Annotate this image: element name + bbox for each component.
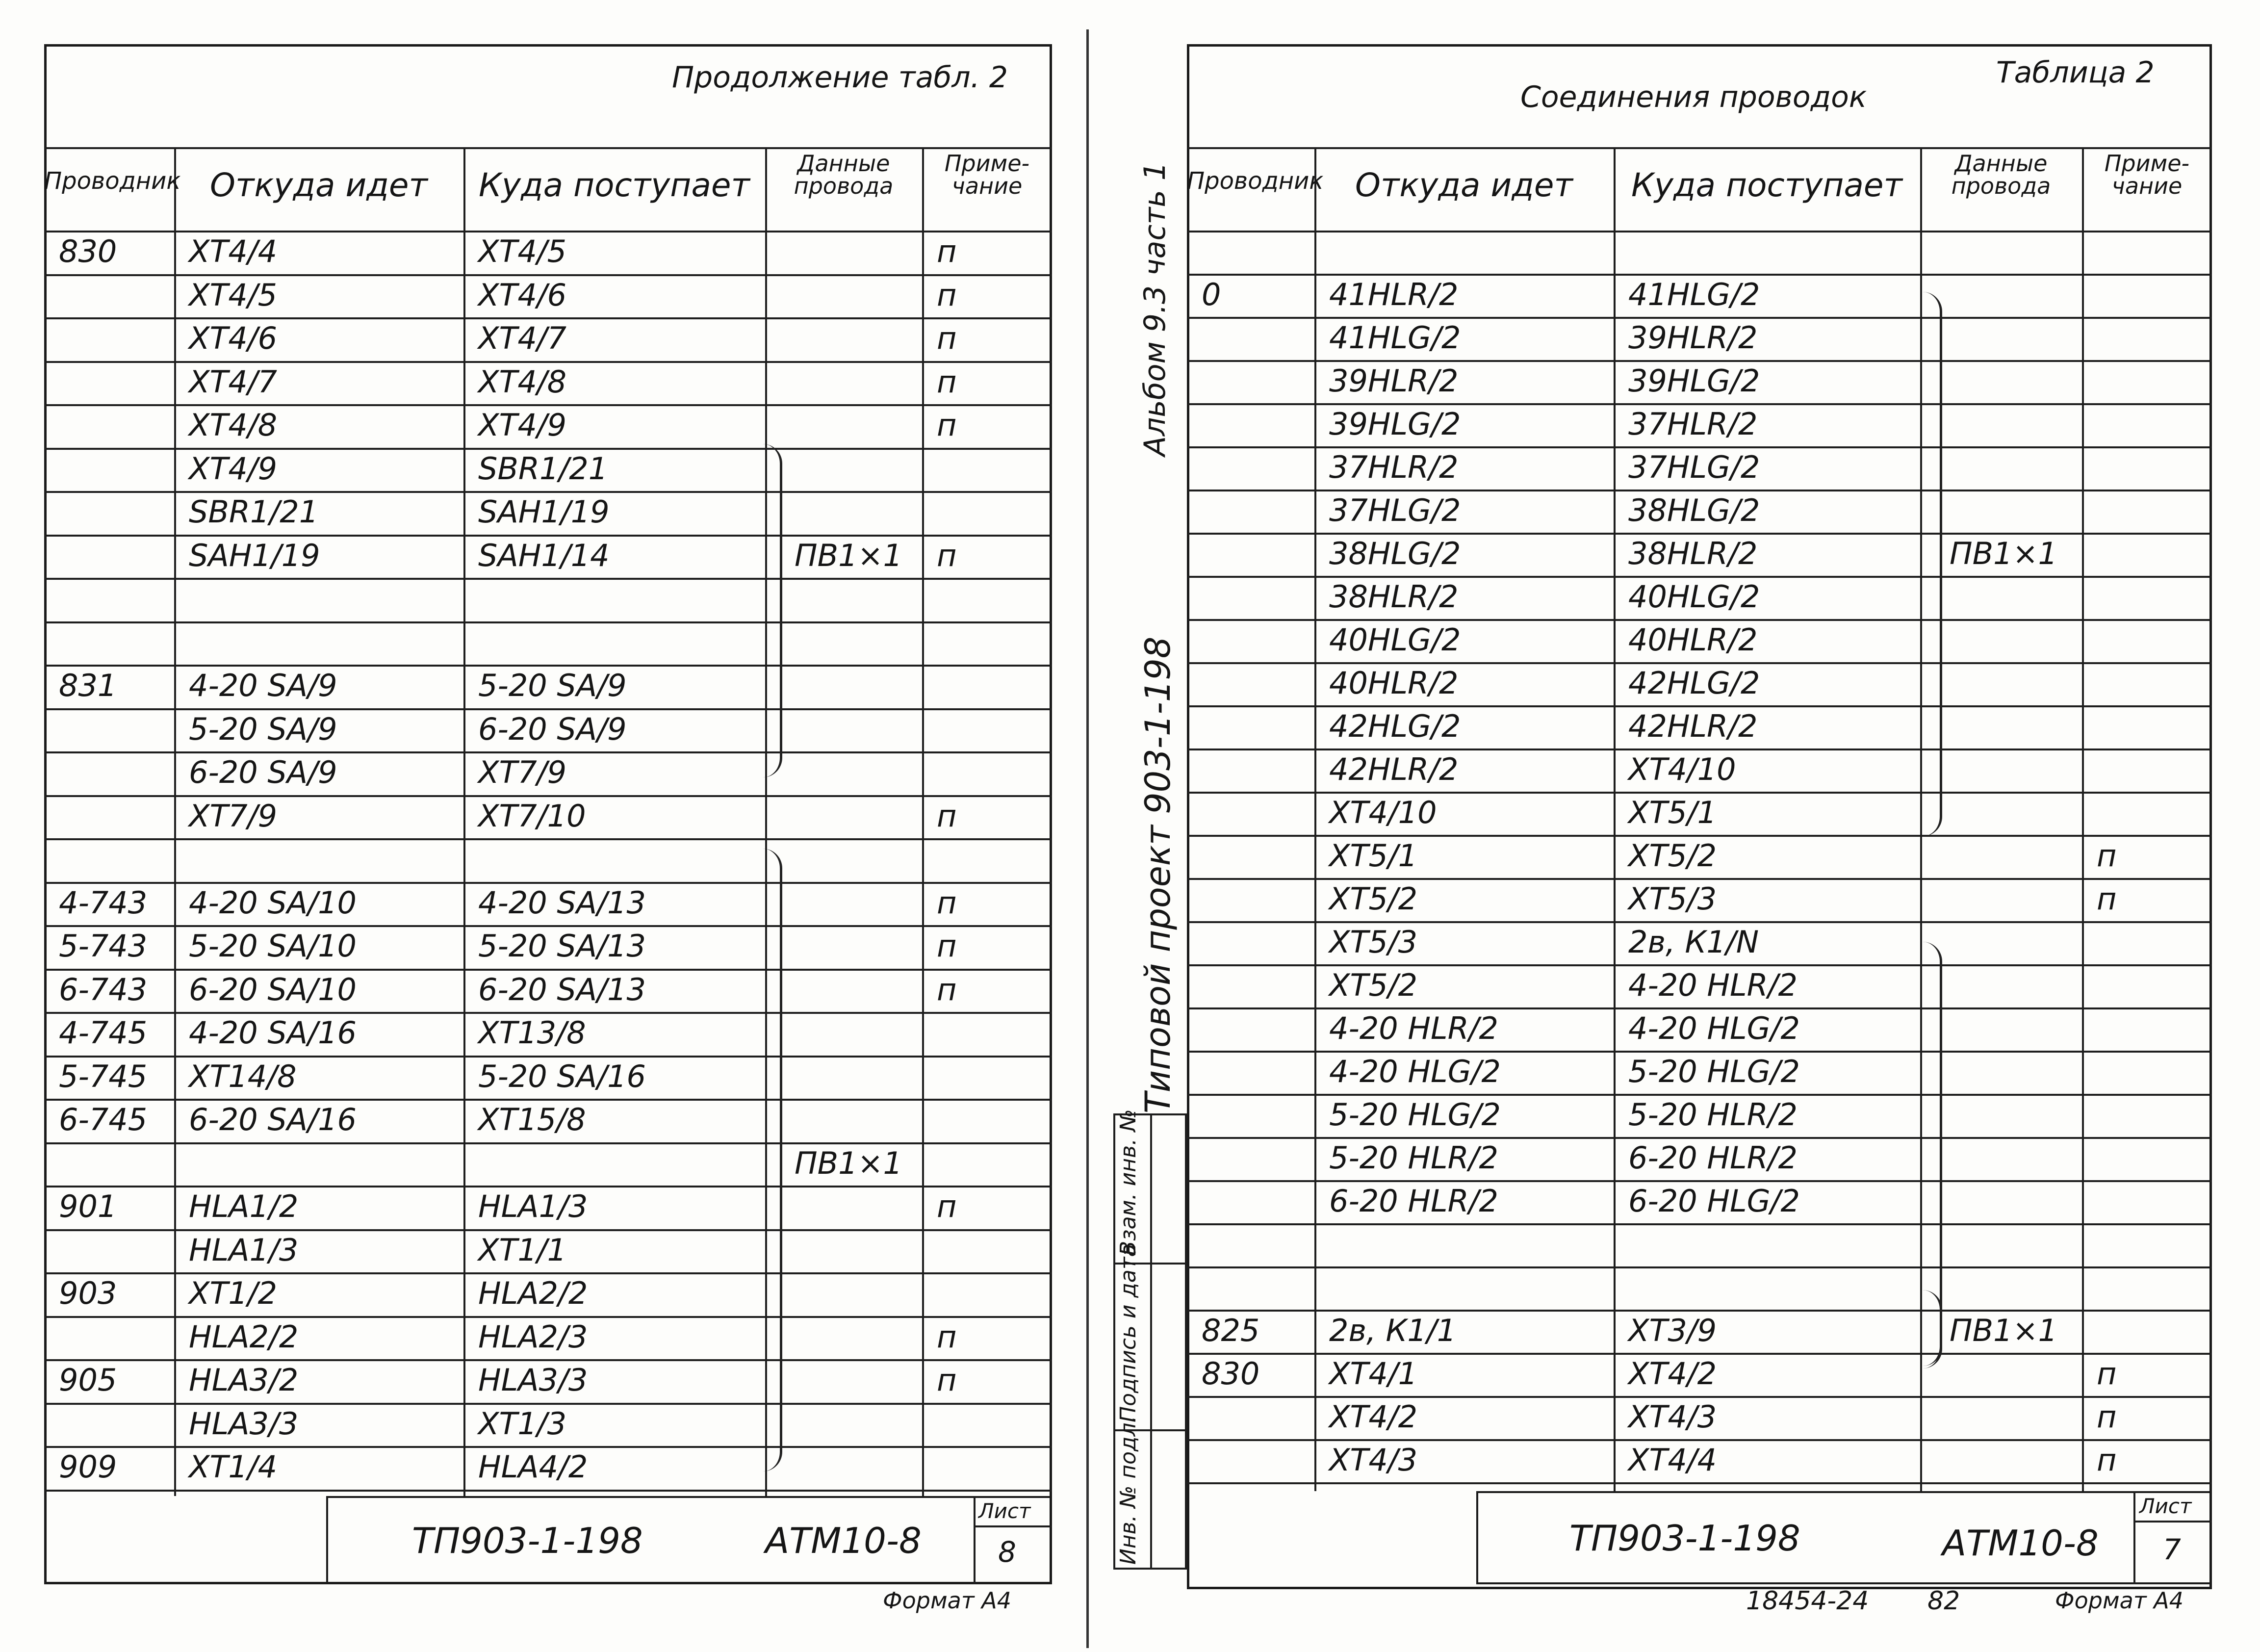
table-row-rule <box>44 621 1052 623</box>
cell-from: 42HLR/2 <box>1329 751 1459 787</box>
table-column-rule <box>2082 147 2084 1491</box>
spine-label-inv: Инв. № подл. <box>1116 1416 1141 1565</box>
cell-conductor: 901 <box>59 1188 117 1224</box>
table-row-rule <box>1187 835 2212 837</box>
table-row-rule <box>44 1012 1052 1014</box>
cell-from: 4-20 HLR/2 <box>1329 1010 1498 1046</box>
cell-from: 39HLG/2 <box>1329 406 1461 442</box>
left-brace-1 <box>755 444 782 777</box>
table-row-rule <box>44 751 1052 753</box>
cell-from: XT5/2 <box>1329 881 1418 917</box>
table-row-rule <box>44 1056 1052 1058</box>
cell-to: 39HLR/2 <box>1628 320 1758 356</box>
table-row-rule <box>1187 403 2212 405</box>
table-column-rule <box>463 147 465 1496</box>
cell-to: 6-20 HLG/2 <box>1628 1183 1800 1219</box>
header-wire-data: Данные провода <box>794 150 894 199</box>
cell-from: XT4/4 <box>189 233 278 269</box>
cell-from: XT4/9 <box>189 450 278 487</box>
table-column-rule <box>174 147 176 1496</box>
table-row-rule <box>1187 317 2212 319</box>
cell-to: XT4/6 <box>478 277 567 313</box>
cell-to: XT4/10 <box>1628 751 1736 787</box>
cell-to: 5-20 HLR/2 <box>1628 1097 1798 1133</box>
table-row-rule <box>1187 705 2212 707</box>
cell-conductor: 6-743 <box>59 971 148 1007</box>
cell-from: XT4/3 <box>1329 1442 1418 1478</box>
left-stamp-doc: ТП903-1-198 <box>412 1520 643 1561</box>
cell-to: 38HLG/2 <box>1628 492 1760 528</box>
cell-from: 4-20 SA/10 <box>189 884 357 921</box>
table-row-rule <box>1187 1396 2212 1398</box>
spine-label-sign: Подпись и дата <box>1116 1243 1141 1422</box>
cell-from: 42HLG/2 <box>1329 708 1461 744</box>
cell-to: XT15/8 <box>478 1102 586 1137</box>
cell-to: XT4/2 <box>1628 1356 1717 1392</box>
right-stamp-sheet-number: 7 <box>2163 1533 2181 1566</box>
spine-label-vzam: Взам. инв. № <box>1116 1109 1141 1256</box>
cell-from: 37HLG/2 <box>1329 492 1461 528</box>
table-row-rule <box>44 1186 1052 1187</box>
cell-note: п <box>937 320 957 356</box>
table-row-rule <box>44 491 1052 493</box>
cell-conductor: 903 <box>59 1275 117 1311</box>
cell-to: XT3/9 <box>1628 1313 1717 1348</box>
cell-from: 37HLR/2 <box>1329 449 1459 485</box>
table-row-rule <box>44 969 1052 971</box>
table-row-rule <box>1187 490 2212 491</box>
table-column-rule <box>1614 147 1616 1491</box>
cell-to: XT4/4 <box>1628 1442 1717 1478</box>
left-stamp-sheet-label: Лист <box>978 1499 1031 1523</box>
table-row-rule <box>44 665 1052 667</box>
table-row-rule <box>44 1490 1052 1492</box>
cell-from: XT4/1 <box>1329 1356 1418 1392</box>
cell-from: XT4/2 <box>1329 1399 1418 1435</box>
table-row-rule <box>1187 1180 2212 1182</box>
right-stamp-doc: ТП903-1-198 <box>1569 1518 1800 1559</box>
side-project-label: Типовой проект 903-1-198 <box>1138 636 1178 1113</box>
spine-inner-line <box>1150 1113 1152 1570</box>
cell-from: XT4/6 <box>189 320 278 356</box>
cell-to: XT1/3 <box>478 1405 567 1442</box>
cell-conductor: 0 <box>1202 277 1221 312</box>
header-note: Приме- чание <box>2104 150 2190 199</box>
cell-to: 5-20 SA/13 <box>478 928 646 964</box>
header-conductor: Проводник <box>44 167 181 195</box>
table-row-rule <box>44 838 1052 840</box>
cell-to: XT5/1 <box>1628 795 1717 830</box>
right-table-title: Соединения проводок <box>1520 80 1867 114</box>
cell-note: п <box>937 1318 957 1355</box>
cell-note: п <box>2097 1356 2117 1392</box>
cell-from: 4-20 SA/16 <box>189 1015 357 1051</box>
cell-from: XT4/7 <box>189 363 278 400</box>
cell-from: HLA3/2 <box>189 1362 299 1398</box>
table-row-rule <box>1187 1007 2212 1009</box>
cell-to: XT5/3 <box>1628 881 1717 917</box>
table-header-bottom-rule <box>44 231 1052 232</box>
cell-note: п <box>937 363 957 400</box>
cell-from: HLA1/3 <box>189 1232 299 1268</box>
cell-to: XT7/9 <box>478 754 567 790</box>
cell-from: 40HLG/2 <box>1329 622 1461 658</box>
table-row-rule <box>44 1403 1052 1405</box>
cell-from: 4-20 HLG/2 <box>1329 1054 1501 1089</box>
right-brace-3 <box>1918 1290 1942 1366</box>
table-row-rule <box>44 1359 1052 1361</box>
cell-to: SAH1/14 <box>478 537 610 573</box>
cell-to: 42HLR/2 <box>1628 708 1758 744</box>
cell-note: п <box>2097 1442 2117 1478</box>
table-row-rule <box>44 925 1052 927</box>
cell-to: HLA1/3 <box>478 1188 588 1224</box>
cell-to: 37HLR/2 <box>1628 406 1758 442</box>
cell-from: 39HLR/2 <box>1329 363 1459 399</box>
cell-to: XT4/3 <box>1628 1399 1717 1435</box>
cell-to: 5-20 HLG/2 <box>1628 1054 1800 1089</box>
cell-wire-data: ПВ1×1 <box>795 537 902 573</box>
cell-note: п <box>2097 881 2117 917</box>
cell-to: XT5/2 <box>1628 838 1717 874</box>
right-bottom-page: 82 <box>1927 1586 1960 1616</box>
cell-from: XT7/9 <box>189 798 278 834</box>
right-stamp-sheet-line <box>2133 1521 2212 1523</box>
cell-to: 6-20 HLR/2 <box>1628 1140 1798 1176</box>
table-row-rule <box>1187 662 2212 664</box>
cell-to: 5-20 SA/9 <box>478 668 627 703</box>
cell-to: XT7/10 <box>478 798 586 834</box>
table-row-rule <box>44 1446 1052 1448</box>
cell-conductor: 4-745 <box>59 1015 148 1051</box>
cell-from: 5-20 SA/9 <box>189 711 337 747</box>
header-wire-data: Данные провода <box>1951 150 2051 199</box>
side-album-label: Альбом 9.3 часть 1 <box>1138 161 1172 456</box>
cell-to: XT4/8 <box>478 363 567 400</box>
table-row-rule <box>1187 576 2212 578</box>
table-row-rule <box>1187 1223 2212 1225</box>
cell-to: SAH1/19 <box>478 494 610 530</box>
cell-to: 4-20 HLG/2 <box>1628 1010 1800 1046</box>
cell-conductor: 5-745 <box>59 1058 148 1094</box>
cell-to: 5-20 SA/16 <box>478 1058 646 1094</box>
cell-from: 6-20 SA/10 <box>189 971 357 1007</box>
cell-from: 5-20 HLG/2 <box>1329 1097 1501 1133</box>
table-row-rule <box>44 1272 1052 1274</box>
table-row-rule <box>1187 1439 2212 1441</box>
left-stamp-sheet-number: 8 <box>998 1535 1016 1569</box>
header-note: Приме- чание <box>944 150 1030 199</box>
table-row-rule <box>1187 878 2212 880</box>
cell-from: SAH1/19 <box>189 537 320 573</box>
table-row-rule <box>44 882 1052 884</box>
cell-from: XT4/10 <box>1329 795 1437 830</box>
cell-conductor: 831 <box>59 668 117 703</box>
right-format-label: Формат А4 <box>2055 1587 2183 1614</box>
table-column-rule <box>1314 147 1316 1491</box>
cell-to: XT4/5 <box>478 233 567 269</box>
table-row-rule <box>44 535 1052 537</box>
table-row-rule <box>1187 274 2212 276</box>
left-format-label: Формат А4 <box>883 1587 1011 1614</box>
left-table-caption: Продолжение табл. 2 <box>672 60 1008 95</box>
table-column-rule <box>922 147 924 1496</box>
cell-to: XT4/7 <box>478 320 567 356</box>
left-stamp-sheet-line <box>974 1525 1052 1527</box>
cell-from: 41HLR/2 <box>1329 277 1459 312</box>
right-stamp-sheet-label: Лист <box>2139 1494 2192 1518</box>
cell-note: п <box>937 537 957 573</box>
cell-to: 38HLR/2 <box>1628 536 1758 571</box>
cell-note: п <box>937 233 957 269</box>
cell-to: 37HLG/2 <box>1628 449 1760 485</box>
table-row-rule <box>1187 1051 2212 1053</box>
cell-from: XT4/5 <box>189 277 278 313</box>
table-row-rule <box>1187 1094 2212 1096</box>
table-row-rule <box>1187 1266 2212 1268</box>
cell-to: 2в, К1/N <box>1628 924 1759 960</box>
cell-note: п <box>937 1188 957 1224</box>
cell-to: HLA2/2 <box>478 1275 588 1311</box>
table-row-rule <box>44 578 1052 580</box>
table-row-rule <box>1187 749 2212 750</box>
cell-from: 5-20 SA/10 <box>189 928 357 964</box>
right-brace-1 <box>1918 292 1942 836</box>
cell-to: 4-20 HLR/2 <box>1628 967 1798 1003</box>
cell-to: 42HLG/2 <box>1628 665 1760 701</box>
cell-to: XT4/9 <box>478 407 567 443</box>
header-to: Куда поступает <box>1631 166 1902 204</box>
cell-from: XT1/2 <box>189 1275 278 1311</box>
table-row-rule <box>44 1229 1052 1231</box>
right-bottom-number: 18454-24 <box>1746 1586 1869 1616</box>
cell-note: п <box>937 884 957 921</box>
table-row-rule <box>44 1316 1052 1318</box>
table-row-rule <box>1187 964 2212 966</box>
cell-note: п <box>937 928 957 964</box>
table-header-top-rule <box>1187 147 2212 149</box>
cell-to: HLA3/3 <box>478 1362 588 1398</box>
cell-to: 6-20 SA/9 <box>478 711 627 747</box>
cell-from: 41HLG/2 <box>1329 320 1461 356</box>
cell-from: 6-20 SA/16 <box>189 1102 357 1137</box>
cell-to: 4-20 SA/13 <box>478 884 646 921</box>
cell-from: XT14/8 <box>189 1058 297 1094</box>
table-row-rule <box>44 795 1052 797</box>
cell-conductor: 6-745 <box>59 1102 148 1137</box>
cell-to: HLA2/3 <box>478 1318 588 1355</box>
cell-from: 38HLR/2 <box>1329 579 1459 615</box>
cell-from: XT5/1 <box>1329 838 1418 874</box>
table-row-rule <box>1187 533 2212 535</box>
table-row-rule <box>44 361 1052 363</box>
cell-from: 4-20 SA/9 <box>189 668 337 703</box>
right-stamp-code: АТМ10-8 <box>1942 1523 2099 1564</box>
cell-conductor: 830 <box>1202 1356 1260 1392</box>
table-row-rule <box>1187 1353 2212 1355</box>
table-row-rule <box>1187 446 2212 448</box>
table-header-bottom-rule <box>1187 231 2212 232</box>
cell-wire-data: ПВ1×1 <box>1950 1313 2057 1348</box>
cell-to: XT13/8 <box>478 1015 586 1051</box>
cell-from: 38HLG/2 <box>1329 536 1461 571</box>
cell-note: п <box>937 407 957 443</box>
page-fold-line <box>1086 29 1089 1648</box>
table-row-rule <box>1187 360 2212 362</box>
table-row-rule <box>44 448 1052 450</box>
table-row-rule <box>44 1142 1052 1144</box>
cell-note: п <box>2097 838 2117 874</box>
cell-note: п <box>937 971 957 1007</box>
cell-from: 6-20 HLR/2 <box>1329 1183 1498 1219</box>
header-from: Откуда идет <box>210 166 428 204</box>
cell-to: 40HLR/2 <box>1628 622 1758 658</box>
cell-wire-data: ПВ1×1 <box>1950 536 2057 571</box>
right-table-label: Таблица 2 <box>1996 55 2155 90</box>
table-row-rule <box>1187 619 2212 621</box>
cell-to: HLA4/2 <box>478 1449 588 1485</box>
cell-from: XT5/3 <box>1329 924 1418 960</box>
cell-conductor: 905 <box>59 1362 117 1398</box>
cell-from: XT5/2 <box>1329 967 1418 1003</box>
header-to: Куда поступает <box>479 166 750 204</box>
cell-note: п <box>937 798 957 834</box>
cell-conductor: 825 <box>1202 1313 1260 1348</box>
cell-conductor: 830 <box>59 233 117 269</box>
left-stamp-code: АТМ10-8 <box>765 1520 922 1561</box>
table-header-top-rule <box>44 147 1052 149</box>
cell-to: 40HLG/2 <box>1628 579 1760 615</box>
cell-from: XT4/8 <box>189 407 278 443</box>
table-row-rule <box>44 404 1052 406</box>
table-row-rule <box>44 317 1052 319</box>
table-row-rule <box>1187 1310 2212 1312</box>
cell-conductor: 4-743 <box>59 884 148 921</box>
left-brace-2 <box>755 849 782 1471</box>
left-stamp-divider <box>974 1496 976 1584</box>
cell-from: 5-20 HLR/2 <box>1329 1140 1498 1176</box>
cell-from: HLA3/3 <box>189 1405 299 1442</box>
header-from: Откуда идет <box>1355 166 1573 204</box>
cell-to: 39HLG/2 <box>1628 363 1760 399</box>
cell-to: 41HLG/2 <box>1628 277 1760 312</box>
cell-note: п <box>2097 1399 2117 1435</box>
table-row-rule <box>44 708 1052 710</box>
cell-from: 40HLR/2 <box>1329 665 1459 701</box>
cell-conductor: 909 <box>59 1449 117 1485</box>
cell-from: 6-20 SA/9 <box>189 754 337 790</box>
table-row-rule <box>1187 792 2212 794</box>
header-conductor: Проводник <box>1187 167 1324 195</box>
table-row-rule <box>1187 921 2212 923</box>
table-row-rule <box>1187 1482 2212 1484</box>
cell-note: п <box>937 277 957 313</box>
cell-from: HLA1/2 <box>189 1188 299 1224</box>
right-stamp-divider <box>2133 1491 2135 1584</box>
cell-to: SBR1/21 <box>478 450 608 487</box>
cell-conductor: 5-743 <box>59 928 148 964</box>
cell-from: HLA2/2 <box>189 1318 299 1355</box>
cell-from: XT1/4 <box>189 1449 278 1485</box>
cell-from: SBR1/21 <box>189 494 319 530</box>
cell-to: 6-20 SA/13 <box>478 971 646 1007</box>
table-row-rule <box>1187 1137 2212 1139</box>
cell-from: 2в, К1/1 <box>1329 1313 1457 1348</box>
table-row-rule <box>44 274 1052 276</box>
cell-note: п <box>937 1362 957 1398</box>
cell-wire-data: ПВ1×1 <box>795 1145 902 1181</box>
table-row-rule <box>44 1099 1052 1101</box>
cell-to: XT1/1 <box>478 1232 567 1268</box>
